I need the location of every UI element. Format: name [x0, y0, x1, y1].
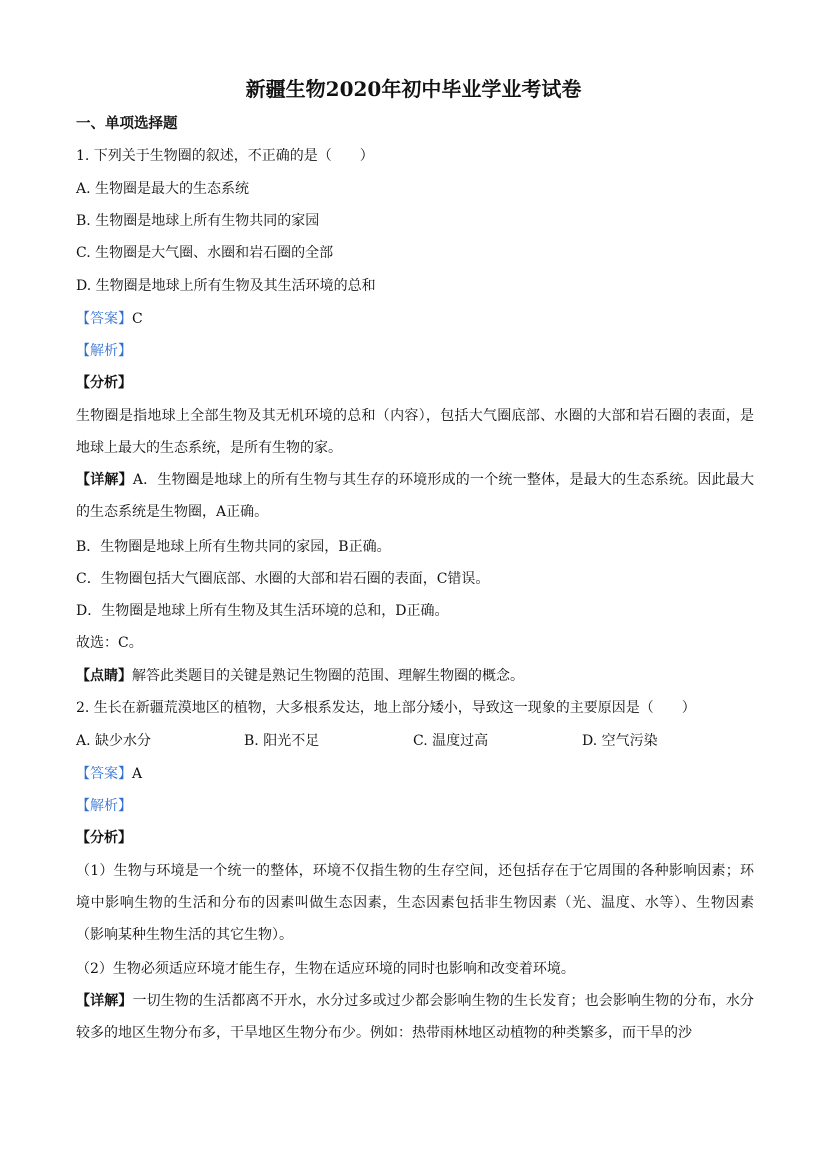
q2-fenxi-tag: 【分析】 — [76, 830, 132, 846]
question-2-stem: 2. 生长在新疆荒漠地区的植物，大多根系发达，地上部分矮小，导致这一现象的主要原因是（ ） — [76, 700, 696, 716]
document-title: 新疆生物2020年初中毕业学业考试卷 — [245, 77, 582, 101]
q1-xiangjie — [76, 464, 754, 528]
q2-option-a: A. 缺少水分 — [76, 733, 152, 749]
q1-option-a: A. 生物圈是最大的生态系统 — [76, 181, 250, 197]
q2-xiangjie — [76, 985, 754, 1049]
q1-jiexi-tag: 【解析】 — [76, 343, 132, 359]
q1-answer — [76, 309, 143, 329]
q1-dianjing — [76, 666, 524, 686]
q1-option-c: C. 生物圈是大气圈、水圈和岩石圈的全部 — [76, 245, 334, 261]
answer-tag: 【答案】 — [76, 311, 132, 327]
q1-line-b: B．生物圈是地球上所有生物共同的家园，B正确。 — [76, 539, 391, 555]
q2-fenxi-p2: （2）生物必须适应环境才能生存，生物在适应环境的同时也影响和改变着环境。 — [76, 961, 575, 977]
q2-jiexi-tag: 【解析】 — [76, 798, 132, 814]
dianjing-tag: 【点睛】 — [76, 668, 132, 684]
q2-option-b: B. 阳光不足 — [244, 733, 320, 749]
xiangjie-text: A．生物圈是地球上的所有生物与其生存的环境形成的一个统一整体，是最大的生态系统。因此最大的生态系统是生物圈，A正确。 — [76, 472, 755, 520]
q1-option-b: B. 生物圈是地球上所有生物共同的家园 — [76, 213, 320, 229]
q2-answer — [76, 764, 142, 784]
dianjing-text: 解答此类题目的关键是熟记生物圈的范围、理解生物圈的概念。 — [132, 668, 524, 684]
question-1-stem: 1. 下列关于生物圈的叙述，不正确的是（ ） — [76, 148, 374, 164]
q2-option-c: C. 温度过高 — [413, 733, 489, 749]
q1-line-d: D．生物圈是地球上所有生物及其生活环境的总和，D正确。 — [76, 603, 449, 619]
q1-option-d: D. 生物圈是地球上所有生物及其生活环境的总和 — [76, 278, 376, 294]
answer-value: A — [132, 766, 143, 782]
answer-tag: 【答案】 — [76, 766, 132, 782]
q1-fenxi-text: 生物圈是指地球上全部生物及其无机环境的总和（内容），包括大气圈底部、水圈的大部和岩石圈的表面，是地球上最大的生态系统，是所有生物的家。 — [76, 408, 754, 456]
section-heading: 一、单项选择题 — [76, 115, 178, 132]
xiangjie-tag: 【详解】 — [76, 993, 133, 1009]
q2-fenxi-p1: （1）生物与环境是一个统一的整体，环境不仅指生物的生存空间，还包括存在于它周围的各种影响因素；环境中影响生物的生活和分布的因素叫做生态因素，生态因素包括非生物因素（光、温度、水等）、生物因素（影响某种生物生活的其它生物）。 — [76, 863, 754, 943]
q2-options-row — [76, 731, 756, 751]
answer-value: C — [132, 311, 143, 327]
q2-option-d: D. 空气污染 — [582, 733, 658, 749]
xiangjie-tag: 【详解】 — [76, 472, 133, 488]
q1-line-c: C．生物圈包括大气圈底部、水圈的大部和岩石圈的表面，C错误。 — [76, 571, 490, 587]
q1-choose: 故选：C。 — [76, 635, 143, 651]
xiangjie-text: 一切生物的生活都离不开水，水分过多或过少都会影响生物的生长发育；也会影响生物的分布，水分较多的地区生物分布多，干旱地区生物分布少。例如：热带雨林地区动植物的种类繁多，而干旱的沙 — [76, 993, 755, 1041]
q1-fenxi-tag: 【分析】 — [76, 375, 132, 391]
